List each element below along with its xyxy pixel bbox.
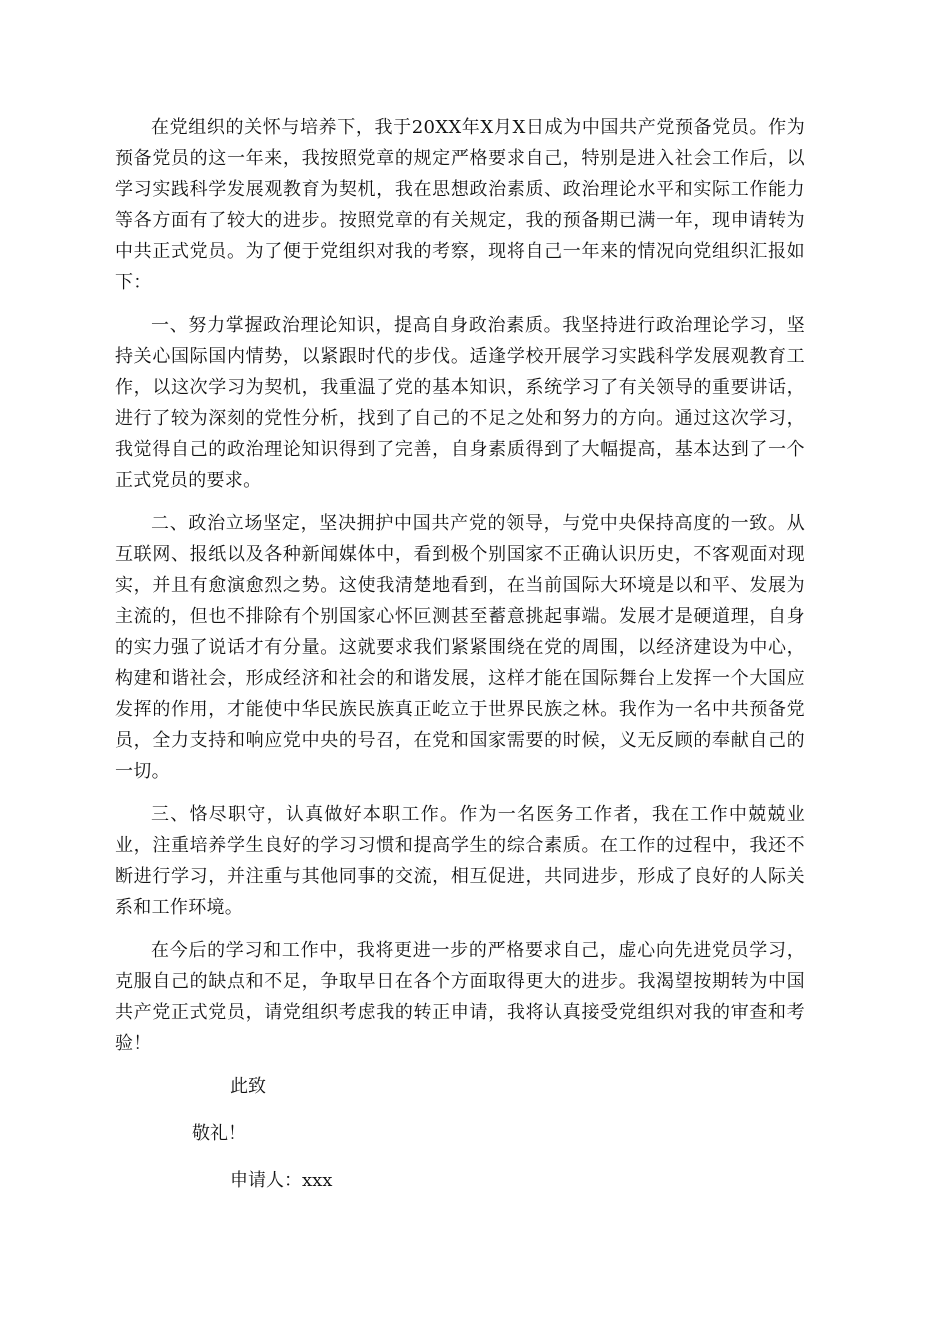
paragraph-intro: 在党组织的关怀与培养下，我于20XX年X月X日成为中国共产党预备党员。作为预备党员的这一年来，我按照党章的规定严格要求自己，特别是进入社会工作后，以学习实践科学发展观教育为契机，我在思想政治素质、政治理论水平和实际工作能力等各方面有了较大的进步。按照党章的有关规定，我的预备期已满一年，现申请转为中共正式党员。为了便于党组织对我的考察，现将自己一年来的情况向党组织汇报如下： — [115, 117, 805, 293]
paragraph-point-1: 一、努力掌握政治理论知识，提高自身政治素质。我坚持进行政治理论学习，坚持关心国际国内情势，以紧跟时代的步伐。适逢学校开展学习实践科学发展观教育工作，以这次学习为契机，我重温了党的基本知识，系统学习了有关领导的重要讲话，进行了较为深刻的党性分析，找到了自己的不足之处和努力的方向。通过这次学习，我觉得自己的政治理论知识得到了完善，自身素质得到了大幅提高，基本达到了一个正式党员的要求。 — [115, 315, 805, 491]
paragraph-point-2: 二、政治立场坚定，坚决拥护中国共产党的领导，与党中央保持高度的一致。从互联网、报纸以及各种新闻媒体中，看到极个别国家不正确认识历史，不客观面对现实，并且有愈演愈烈之势。这使我清楚地看到，在当前国际大环境是以和平、发展为主流的，但也不排除有个别国家心怀叵测甚至蓄意挑起事端。发展才是硬道理，自身的实力强了说话才有分量。这就要求我们紧紧围绕在党的周围，以经济建设为中心，构建和谐社会，形成经济和社会的和谐发展，这样才能在国际舞台上发挥一个大国应发挥的作用，才能使中华民族民族真正屹立于世界民族之林。我作为一名中共预备党员，全力支持和响应党中央的号召，在党和国家需要的时候，义无反顾的奉献自己的一切。 — [115, 513, 805, 782]
letter-body — [115, 112, 805, 1196]
paragraph-point-3: 三、恪尽职守，认真做好本职工作。作为一名医务工作者，我在工作中兢兢业业，注重培养学生良好的学习习惯和提高学生的综合素质。在工作的过程中，我还不断进行学习，并注重与其他同事的交流，相互促进，共同进步，形成了良好的人际关系和工作环境。 — [115, 804, 805, 918]
signature-line: 申请人：xxx — [230, 1170, 333, 1191]
closing-salutation: 此致 — [230, 1076, 266, 1097]
closing-respect: 敬礼！ — [192, 1123, 246, 1144]
paragraph-conclusion: 在今后的学习和工作中，我将更进一步的严格要求自己，虚心向先进党员学习，克服自己的缺点和不足，争取早日在各个方面取得更大的进步。我渴望按期转为中国共产党正式党员，请党组织考虑我的转正申请，我将认真接受党组织对我的审查和考验！ — [115, 940, 805, 1054]
